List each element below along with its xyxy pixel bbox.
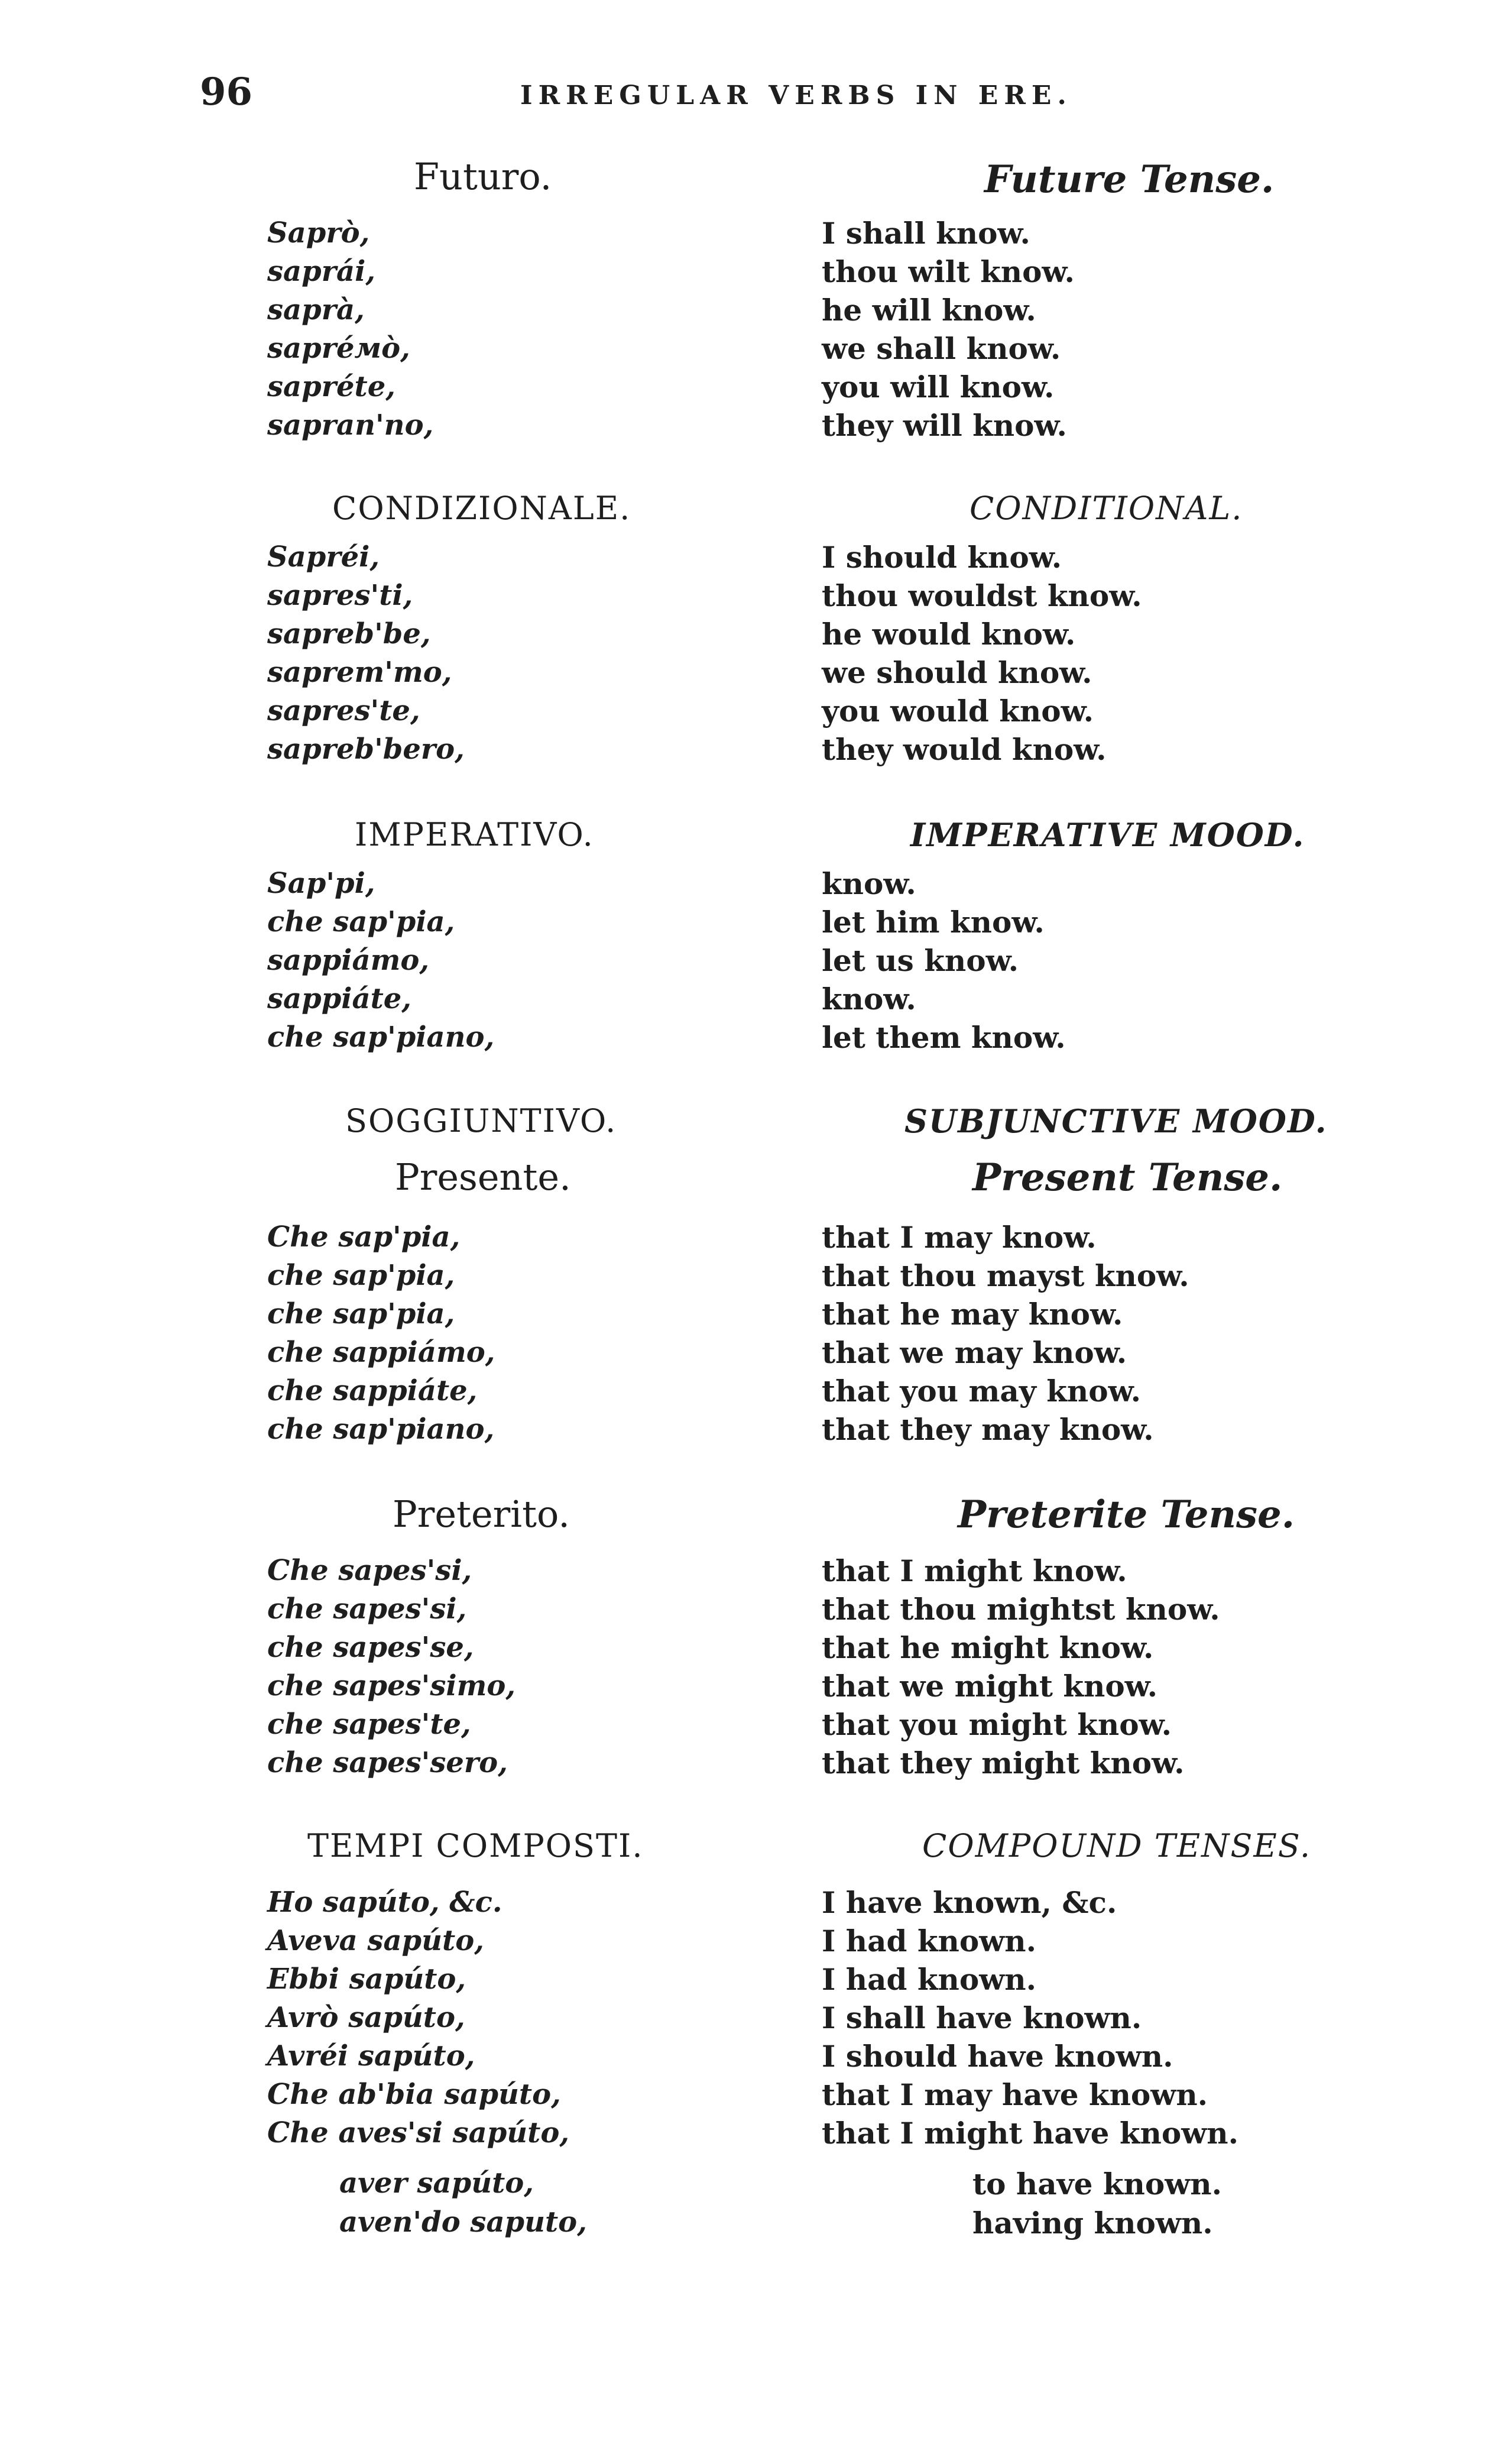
list-item: that he might know. xyxy=(822,1630,1154,1665)
list-item: che sapes'sero, xyxy=(267,1746,508,1779)
english-translations xyxy=(822,1552,1220,1782)
italian-forms xyxy=(267,538,465,769)
list-item: I should have known. xyxy=(822,2039,1173,2074)
list-item: che sap'pia, xyxy=(267,1297,455,1330)
list-item: that you might know. xyxy=(822,1707,1172,1742)
list-item: sapreb'bero, xyxy=(267,733,465,766)
list-item: he would know. xyxy=(822,617,1076,652)
section-title-english: Present Tense. xyxy=(972,1155,1283,1200)
list-item: you will know. xyxy=(822,370,1055,404)
list-item: that thou mightst know. xyxy=(822,1592,1220,1627)
list-item: sapran'no, xyxy=(267,409,434,442)
list-item: sapréte, xyxy=(267,370,395,403)
list-item: he will know. xyxy=(822,293,1036,328)
english-translations xyxy=(822,864,1066,1057)
section-title-english: IMPERATIVE MOOD. xyxy=(910,816,1305,854)
list-item: Che aves'si sapúto, xyxy=(267,2116,570,2149)
section-title-italian: IMPERATIVO. xyxy=(355,816,594,853)
list-item: thou wouldst know. xyxy=(822,578,1142,613)
list-item: saprem'mo, xyxy=(267,656,452,689)
italian-forms xyxy=(267,1552,515,1782)
list-item: that he may know. xyxy=(822,1297,1123,1332)
list-item: Saprò, xyxy=(267,216,370,250)
section-title-english: COMPOUND TENSES. xyxy=(922,1827,1312,1864)
list-item: che sap'pia, xyxy=(267,1259,455,1292)
list-item: Che sap'pia, xyxy=(267,1220,461,1254)
list-item: that I might have known. xyxy=(822,2116,1239,2151)
list-item: sapréмò, xyxy=(267,332,410,365)
list-item: Che sapes'si, xyxy=(267,1554,472,1587)
page-number: 96 xyxy=(200,70,253,114)
section-title-italian: Preterito. xyxy=(393,1492,570,1536)
list-item: Avréi sapúto, xyxy=(267,2039,475,2073)
list-item: sapres'te, xyxy=(267,694,420,727)
english-translations xyxy=(822,538,1142,769)
list-item: they would know. xyxy=(822,732,1107,767)
mood-title-english: SUBJUNCTIVE MOOD. xyxy=(904,1102,1328,1140)
list-item: saprà, xyxy=(267,293,365,326)
list-item: that I might know. xyxy=(822,1553,1127,1588)
list-item: thou wilt know. xyxy=(822,254,1075,289)
mood-title-italian: SOGGIUNTIVO. xyxy=(345,1102,617,1139)
list-item: Sap'pi, xyxy=(267,867,375,900)
list-item: I have known, &c. xyxy=(822,1885,1117,1920)
list-item: know. xyxy=(822,982,916,1016)
list-item: they will know. xyxy=(822,408,1067,443)
running-head: IRREGULAR VERBS IN ERE. xyxy=(520,80,1072,111)
list-item: Aveva sapúto, xyxy=(267,1924,484,1957)
section-title-italian: CONDIZIONALE. xyxy=(332,490,631,527)
list-item: I had known. xyxy=(822,1924,1037,1958)
section-title-english: CONDITIONAL. xyxy=(970,490,1243,527)
list-item: che sap'piano, xyxy=(267,1021,495,1054)
section-title-italian: Presente. xyxy=(395,1155,571,1199)
list-item: I shall have known. xyxy=(822,2000,1142,2035)
list-item: Sapréi, xyxy=(267,540,380,574)
list-item: I had known. xyxy=(822,1962,1037,1997)
list-item: that thou mayst know. xyxy=(822,1258,1189,1293)
list-item: Ho sapúto, &c. xyxy=(267,1886,502,1919)
italian-forms xyxy=(267,214,433,445)
section-title-english: Preterite Tense. xyxy=(958,1492,1295,1537)
english-translations xyxy=(822,1218,1189,1449)
list-item: know. xyxy=(822,866,916,901)
list-item: che sapes'te, xyxy=(267,1708,471,1741)
list-item: che sappiámo, xyxy=(267,1336,495,1369)
section-title-english: Future Tense. xyxy=(984,157,1275,202)
italian-forms xyxy=(267,1218,495,1449)
gerund-english: having known. xyxy=(972,2206,1213,2240)
list-item: che sap'pia, xyxy=(267,905,455,938)
list-item: that they might know. xyxy=(822,1746,1185,1780)
list-item: che sappiáte, xyxy=(267,1374,478,1407)
infinitive-italian: aver sapúto, xyxy=(339,2167,534,2200)
gerund-italian: aven'do saputo, xyxy=(339,2206,587,2239)
list-item: Che ab'bia sapúto, xyxy=(267,2078,561,2111)
list-item: che sap'piano, xyxy=(267,1413,495,1446)
list-item: that we may know. xyxy=(822,1335,1127,1370)
list-item: we should know. xyxy=(822,655,1092,690)
list-item: che sapes'se, xyxy=(267,1631,474,1664)
english-translations xyxy=(822,214,1075,445)
list-item: that I may have known. xyxy=(822,2077,1208,2112)
list-item: let them know. xyxy=(822,1020,1066,1055)
list-item: sapres'ti, xyxy=(267,579,413,612)
section-title-italian: Futuro. xyxy=(414,155,552,198)
list-item: sappiámo, xyxy=(267,944,430,977)
section-title-italian: TEMPI COMPOSTI. xyxy=(307,1827,644,1864)
list-item: let us know. xyxy=(822,943,1019,978)
list-item: Avrò sapúto, xyxy=(267,2001,465,2034)
list-item: we shall know. xyxy=(822,331,1061,366)
italian-forms xyxy=(267,1883,569,2152)
list-item: sapreb'be, xyxy=(267,617,431,650)
list-item: Ebbi sapúto, xyxy=(267,1963,466,1996)
list-item: that I may know. xyxy=(822,1220,1097,1255)
list-item: sappiáte, xyxy=(267,982,412,1015)
list-item: you would know. xyxy=(822,694,1094,728)
infinitive-english: to have known. xyxy=(972,2167,1223,2201)
italian-forms xyxy=(267,864,494,1057)
english-translations xyxy=(822,1883,1238,2152)
list-item: let him know. xyxy=(822,905,1045,940)
list-item: I shall know. xyxy=(822,216,1030,251)
list-item: che sapes'si, xyxy=(267,1592,467,1626)
list-item: that they may know. xyxy=(822,1412,1154,1447)
list-item: che sapes'simo, xyxy=(267,1669,516,1702)
list-item: that we might know. xyxy=(822,1669,1158,1704)
list-item: I should know. xyxy=(822,540,1062,575)
list-item: that you may know. xyxy=(822,1374,1142,1409)
list-item: saprái, xyxy=(267,255,376,288)
